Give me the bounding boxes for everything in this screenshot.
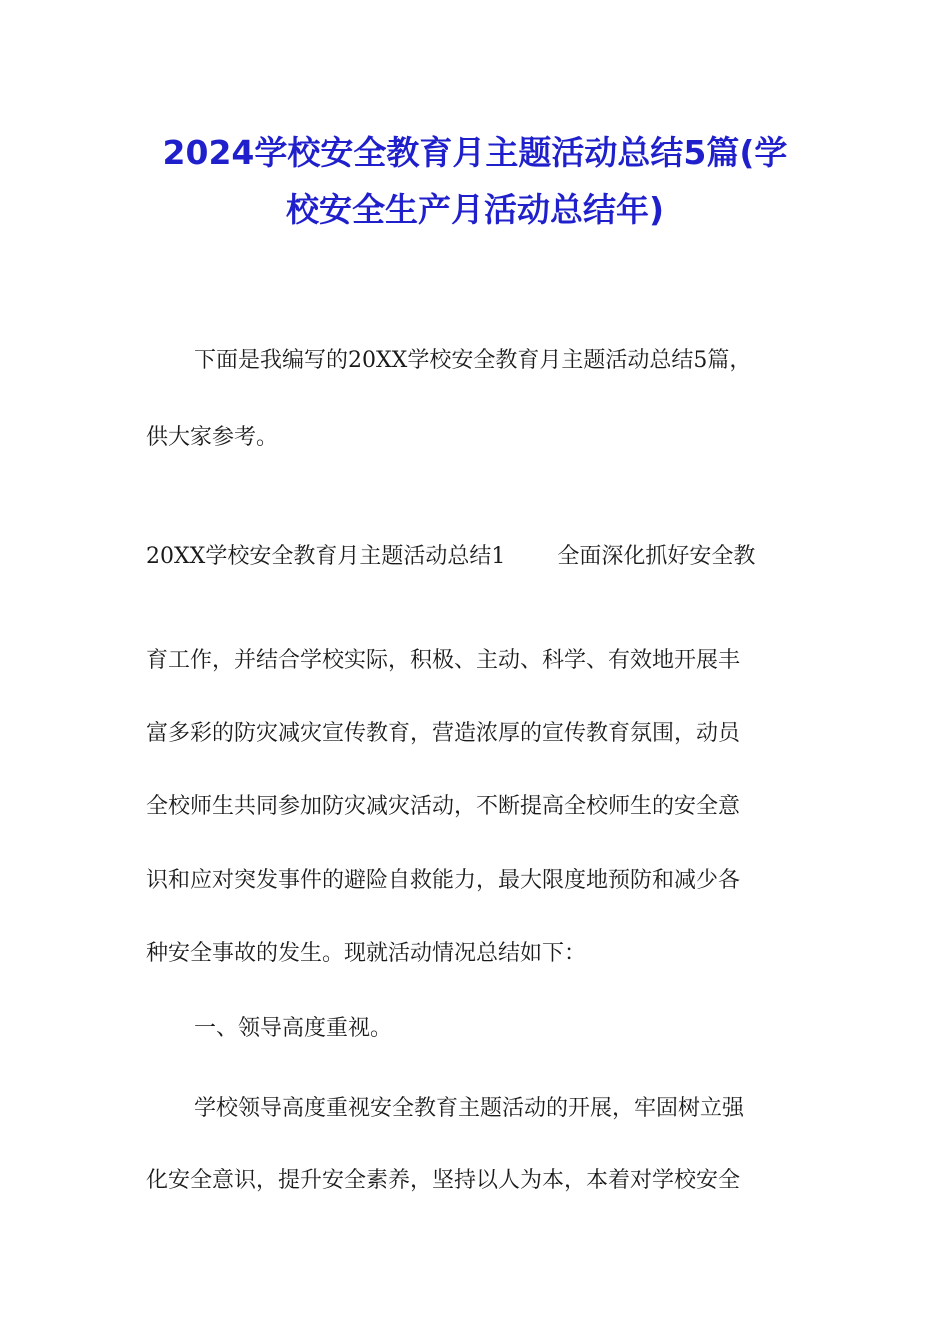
intro-line-2: 供大家参考。 <box>146 425 279 450</box>
section-1-heading: 20XX学校安全教育月主题活动总结1 <box>146 544 506 569</box>
body-line: 种安全事故的发生。现就活动情况总结如下： <box>146 941 587 966</box>
body-line: 化安全意识，提升安全素养，坚持以人为本，本着对学校安全 <box>146 1168 741 1193</box>
body-line: 育工作，并结合学校实际，积极、主动、科学、有效地开展丰 <box>146 648 741 673</box>
document-title-line-1: 2024学校安全教育月主题活动总结5篇(学 <box>162 133 788 172</box>
section-1-first-line <box>146 542 810 572</box>
subheading-leadership: 一、领导高度重视。 <box>194 1016 393 1041</box>
body-line: 全校师生共同参加防灾减灾活动，不断提高全校师生的安全意 <box>146 794 741 819</box>
intro-line-1: 下面是我编写的20XX学校安全教育月主题活动总结5篇， <box>194 348 752 373</box>
body-line: 富多彩的防灾减灾宣传教育，营造浓厚的宣传教育氛围，动员 <box>146 721 741 746</box>
body-line: 识和应对突发事件的避险自救能力，最大限度地预防和减少各 <box>146 868 741 893</box>
section-1-lead-text: 全面深化抓好安全教 <box>557 544 756 569</box>
document-title-line-2: 校安全生产月活动总结年) <box>285 190 665 229</box>
body-line: 学校领导高度重视安全教育主题活动的开展，牢固树立强 <box>194 1096 745 1121</box>
